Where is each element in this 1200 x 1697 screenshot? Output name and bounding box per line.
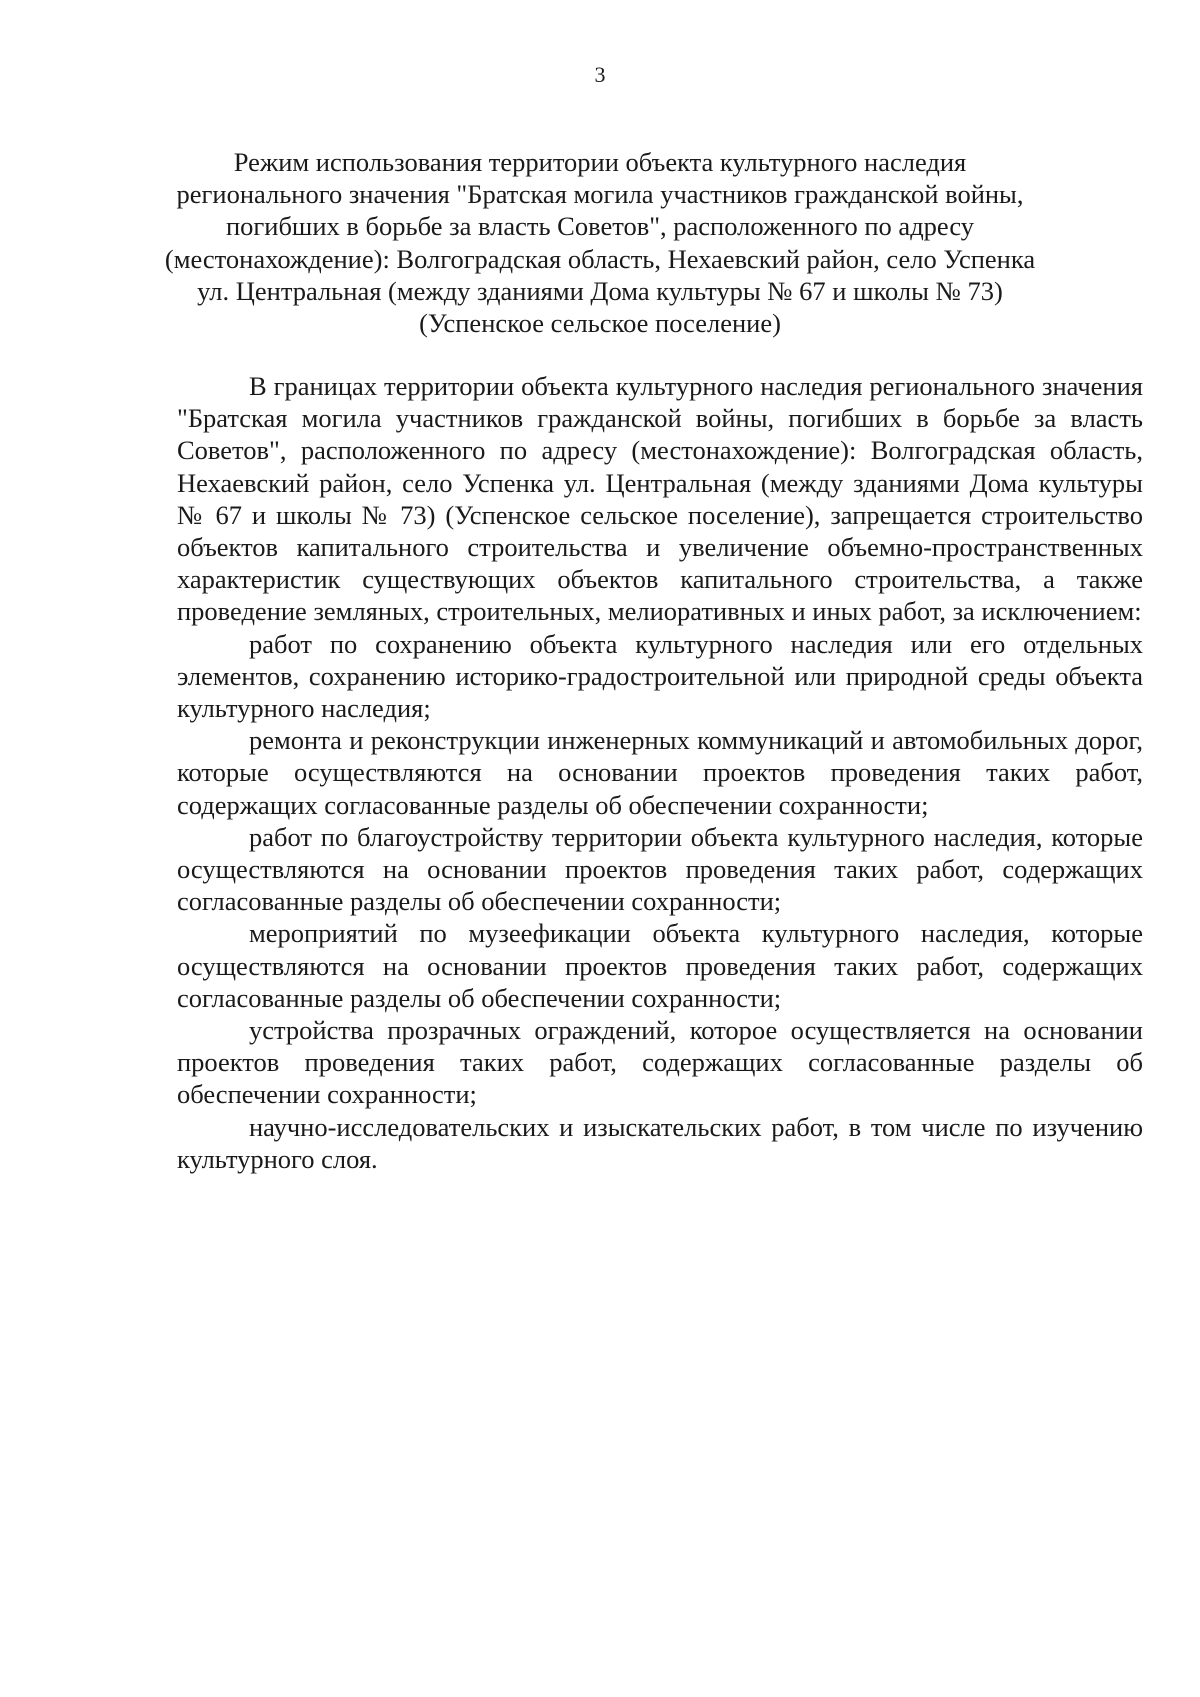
paragraph-exception-3: работ по благоустройству территории объекта культурного наследия, которые осуществляются на основании проектов проведения таких работ, содержащих согласованные разделы об обеспечении сохранности; — [177, 821, 1143, 917]
paragraph-intro: В границах территории объекта культурного наследия регионального значения "Братская могила участников гражданской войны, погибших в борьбе за власть Советов", расположенного по адресу (местонахождение): Волгоградская область, Нехаевский район, село Успенка ул. Центральная (между зданиями Дома культуры № 67 и школы № 73) (Успенское сельское поселение), запрещается строительство объектов капитального строительства и увеличение объемно-пространственных характеристик существующих объектов капитального строительства, а также проведение земляных, строительных, мелиоративных и иных работ, за исключением: — [177, 371, 1143, 627]
paragraph-exception-2: ремонта и реконструкции инженерных коммуникаций и автомобильных дорог, которые осуществляются на основании проектов проведения таких работ, содержащих согласованные разделы об обеспечении сохранности; — [177, 725, 1143, 820]
paragraph-exception-1: работ по сохранению объекта культурного наследия или его отдельных элементов, сохранению историко-градостроительной или природной среды объекта культурного наследия; — [177, 628, 1143, 724]
page-number: 3 — [594, 62, 606, 87]
paragraph-exception-6: научно-исследовательских и изыскательских работ, в том числе по изучению культурного слоя. — [177, 1111, 1143, 1174]
document-title: Режим использования территории объекта культурного наследия регионального значения "Братская могила участников гражданской войны, погибших в борьбе за власть Советов", расположенного по адресу (местонахождение): Волгоградская область, Нехаевский район, село Успенка ул. Центральная (между зданиями Дома культуры № 67 и школы № 73) (Успенское сельское поселение) — [164, 147, 1036, 339]
document-body — [177, 370, 1143, 1175]
paragraph-exception-4: мероприятий по музеефикации объекта культурного наследия, которые осуществляются на основании проектов проведения таких работ, содержащих согласованные разделы об обеспечении сохранности; — [177, 918, 1143, 1013]
paragraph-exception-5: устройства прозрачных ограждений, которое осуществляется на основании проектов проведения таких работ, содержащих согласованные разделы об обеспечении сохранности; — [177, 1015, 1143, 1110]
